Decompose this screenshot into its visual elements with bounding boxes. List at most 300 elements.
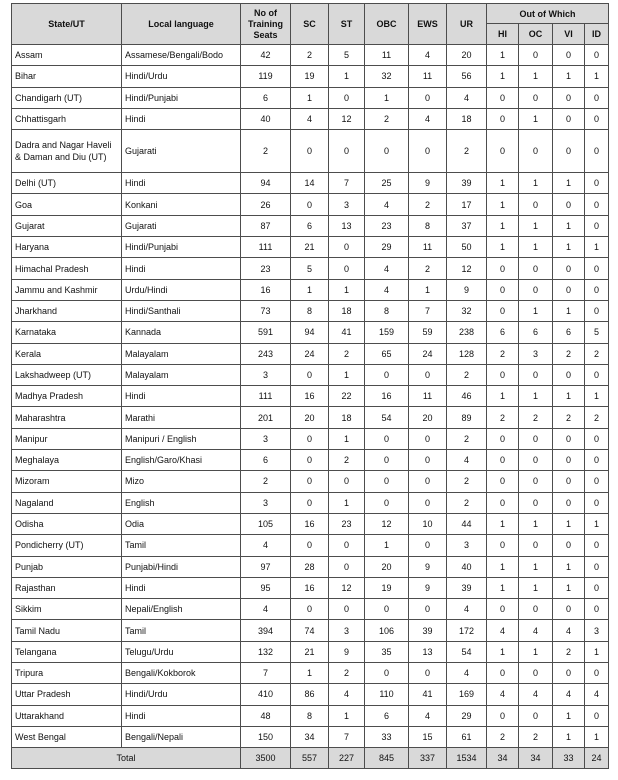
vi-cell: 0 (553, 45, 585, 66)
obc-cell: 11 (365, 45, 409, 66)
table-row (12, 684, 609, 705)
language-cell: Odia (122, 513, 241, 534)
ews-cell: 2 (409, 194, 447, 215)
sc-cell: 28 (291, 556, 329, 577)
ur-cell: 17 (447, 194, 487, 215)
hi-cell: 0 (487, 705, 519, 726)
oc-cell: 1 (519, 108, 553, 129)
id-cell: 1 (585, 726, 609, 747)
header-id: ID (585, 24, 609, 45)
language-cell: Hindi (122, 386, 241, 407)
id-cell: 0 (585, 450, 609, 471)
state-cell: Maharashtra (12, 407, 122, 428)
language-cell: Tamil (122, 620, 241, 641)
table-row (12, 535, 609, 556)
total-seats: 3500 (241, 748, 291, 769)
obc-cell: 4 (365, 279, 409, 300)
ur-cell: 20 (447, 45, 487, 66)
seats-cell: 105 (241, 513, 291, 534)
sc-cell: 0 (291, 535, 329, 556)
vi-cell: 1 (553, 237, 585, 258)
language-cell: Malayalam (122, 343, 241, 364)
id-cell: 1 (585, 66, 609, 87)
sc-cell: 19 (291, 66, 329, 87)
state-cell: Lakshadweep (UT) (12, 364, 122, 385)
st-cell: 12 (329, 577, 365, 598)
obc-cell: 0 (365, 471, 409, 492)
table-row (12, 173, 609, 194)
oc-cell: 0 (519, 492, 553, 513)
hi-cell: 1 (487, 66, 519, 87)
table-row (12, 237, 609, 258)
sc-cell: 0 (291, 364, 329, 385)
oc-cell: 1 (519, 173, 553, 194)
ews-cell: 9 (409, 556, 447, 577)
total-vi: 33 (553, 748, 585, 769)
obc-cell: 16 (365, 386, 409, 407)
st-cell: 2 (329, 663, 365, 684)
state-cell: Tripura (12, 663, 122, 684)
id-cell: 2 (585, 407, 609, 428)
table-row (12, 108, 609, 129)
seats-cell: 16 (241, 279, 291, 300)
header-oc: OC (519, 24, 553, 45)
hi-cell: 4 (487, 684, 519, 705)
ews-cell: 13 (409, 641, 447, 662)
language-cell: Punjabi/Hindi (122, 556, 241, 577)
language-cell: Konkani (122, 194, 241, 215)
sc-cell: 2 (291, 45, 329, 66)
obc-cell: 8 (365, 300, 409, 321)
hi-cell: 0 (487, 428, 519, 449)
id-cell: 2 (585, 343, 609, 364)
id-cell: 1 (585, 513, 609, 534)
hi-cell: 0 (487, 130, 519, 173)
obc-cell: 4 (365, 258, 409, 279)
header-out-of-which: Out of Which (487, 4, 609, 24)
id-cell: 0 (585, 428, 609, 449)
sc-cell: 0 (291, 194, 329, 215)
sc-cell: 0 (291, 492, 329, 513)
vi-cell: 0 (553, 130, 585, 173)
table-row (12, 577, 609, 598)
oc-cell: 2 (519, 407, 553, 428)
ews-cell: 0 (409, 87, 447, 108)
header-language: Local language (122, 4, 241, 45)
vi-cell: 4 (553, 620, 585, 641)
seats-cell: 4 (241, 535, 291, 556)
table-row (12, 471, 609, 492)
state-cell: Goa (12, 194, 122, 215)
obc-cell: 12 (365, 513, 409, 534)
total-ews: 337 (409, 748, 447, 769)
ews-cell: 59 (409, 322, 447, 343)
hi-cell: 1 (487, 513, 519, 534)
obc-cell: 0 (365, 428, 409, 449)
sc-cell: 0 (291, 599, 329, 620)
ur-cell: 2 (447, 364, 487, 385)
table-row (12, 620, 609, 641)
oc-cell: 1 (519, 215, 553, 236)
vi-cell: 1 (553, 556, 585, 577)
table-row (12, 130, 609, 173)
table-header (12, 4, 609, 45)
seats-cell: 119 (241, 66, 291, 87)
hi-cell: 1 (487, 194, 519, 215)
sc-cell: 21 (291, 237, 329, 258)
ews-cell: 0 (409, 599, 447, 620)
id-cell: 0 (585, 45, 609, 66)
header-state: State/UT (12, 4, 122, 45)
vi-cell: 0 (553, 364, 585, 385)
seats-cell: 201 (241, 407, 291, 428)
sc-cell: 16 (291, 386, 329, 407)
ur-cell: 2 (447, 471, 487, 492)
state-cell: West Bengal (12, 726, 122, 747)
oc-cell: 1 (519, 300, 553, 321)
table-row (12, 300, 609, 321)
table-row (12, 364, 609, 385)
table-row (12, 492, 609, 513)
hi-cell: 0 (487, 471, 519, 492)
sc-cell: 5 (291, 258, 329, 279)
ur-cell: 12 (447, 258, 487, 279)
vi-cell: 0 (553, 599, 585, 620)
vi-cell: 1 (553, 705, 585, 726)
ur-cell: 46 (447, 386, 487, 407)
st-cell: 1 (329, 279, 365, 300)
obc-cell: 20 (365, 556, 409, 577)
ews-cell: 39 (409, 620, 447, 641)
language-cell: Tamil (122, 535, 241, 556)
obc-cell: 0 (365, 450, 409, 471)
state-cell: Telangana (12, 641, 122, 662)
st-cell: 1 (329, 364, 365, 385)
state-cell: Bihar (12, 66, 122, 87)
seats-cell: 4 (241, 599, 291, 620)
seats-cell: 73 (241, 300, 291, 321)
hi-cell: 0 (487, 364, 519, 385)
state-cell: Odisha (12, 513, 122, 534)
vi-cell: 0 (553, 663, 585, 684)
sc-cell: 4 (291, 108, 329, 129)
language-cell: English (122, 492, 241, 513)
obc-cell: 35 (365, 641, 409, 662)
ews-cell: 11 (409, 66, 447, 87)
vi-cell: 6 (553, 322, 585, 343)
hi-cell: 1 (487, 215, 519, 236)
st-cell: 1 (329, 66, 365, 87)
hi-cell: 1 (487, 237, 519, 258)
state-cell: Rajasthan (12, 577, 122, 598)
id-cell: 0 (585, 705, 609, 726)
vi-cell: 2 (553, 641, 585, 662)
ur-cell: 61 (447, 726, 487, 747)
hi-cell: 0 (487, 663, 519, 684)
table-row (12, 641, 609, 662)
obc-cell: 4 (365, 194, 409, 215)
sc-cell: 16 (291, 577, 329, 598)
language-cell: Bengali/Kokborok (122, 663, 241, 684)
st-cell: 13 (329, 215, 365, 236)
table-row (12, 66, 609, 87)
ews-cell: 0 (409, 364, 447, 385)
sc-cell: 0 (291, 428, 329, 449)
st-cell: 0 (329, 237, 365, 258)
obc-cell: 0 (365, 663, 409, 684)
vi-cell: 4 (553, 684, 585, 705)
header-seats: No of Training Seats (241, 4, 291, 45)
language-cell: Hindi (122, 108, 241, 129)
language-cell: Marathi (122, 407, 241, 428)
language-cell: Assamese/Bengali/Bodo (122, 45, 241, 66)
ews-cell: 41 (409, 684, 447, 705)
total-oc: 34 (519, 748, 553, 769)
seats-cell: 97 (241, 556, 291, 577)
st-cell: 2 (329, 450, 365, 471)
hi-cell: 0 (487, 492, 519, 513)
seats-cell: 7 (241, 663, 291, 684)
ews-cell: 0 (409, 492, 447, 513)
seats-cell: 6 (241, 450, 291, 471)
table-row (12, 322, 609, 343)
hi-cell: 0 (487, 87, 519, 108)
oc-cell: 1 (519, 66, 553, 87)
sc-cell: 94 (291, 322, 329, 343)
st-cell: 1 (329, 428, 365, 449)
st-cell: 18 (329, 407, 365, 428)
sc-cell: 0 (291, 130, 329, 173)
hi-cell: 1 (487, 45, 519, 66)
language-cell: Manipuri / English (122, 428, 241, 449)
oc-cell: 0 (519, 194, 553, 215)
sc-cell: 1 (291, 663, 329, 684)
st-cell: 0 (329, 471, 365, 492)
table-body (12, 45, 609, 748)
ur-cell: 169 (447, 684, 487, 705)
language-cell: Gujarati (122, 130, 241, 173)
language-cell: Mizo (122, 471, 241, 492)
obc-cell: 106 (365, 620, 409, 641)
table-row (12, 45, 609, 66)
hi-cell: 1 (487, 173, 519, 194)
header-ur: UR (447, 4, 487, 45)
sc-cell: 24 (291, 343, 329, 364)
hi-cell: 1 (487, 641, 519, 662)
vi-cell: 1 (553, 300, 585, 321)
sc-cell: 14 (291, 173, 329, 194)
vi-cell: 1 (553, 386, 585, 407)
st-cell: 12 (329, 108, 365, 129)
id-cell: 3 (585, 620, 609, 641)
hi-cell: 1 (487, 386, 519, 407)
ur-cell: 32 (447, 300, 487, 321)
ur-cell: 44 (447, 513, 487, 534)
table-row (12, 705, 609, 726)
ews-cell: 0 (409, 663, 447, 684)
state-cell: Nagaland (12, 492, 122, 513)
sc-cell: 74 (291, 620, 329, 641)
id-cell: 1 (585, 386, 609, 407)
oc-cell: 1 (519, 577, 553, 598)
oc-cell: 0 (519, 428, 553, 449)
ur-cell: 39 (447, 577, 487, 598)
vi-cell: 1 (553, 577, 585, 598)
ews-cell: 0 (409, 130, 447, 173)
vi-cell: 1 (553, 513, 585, 534)
seats-cell: 95 (241, 577, 291, 598)
table-row (12, 556, 609, 577)
ur-cell: 172 (447, 620, 487, 641)
hi-cell: 0 (487, 450, 519, 471)
language-cell: Bengali/Nepali (122, 726, 241, 747)
id-cell: 0 (585, 471, 609, 492)
obc-cell: 19 (365, 577, 409, 598)
total-obc: 845 (365, 748, 409, 769)
obc-cell: 25 (365, 173, 409, 194)
vi-cell: 1 (553, 215, 585, 236)
id-cell: 0 (585, 577, 609, 598)
header-vi: VI (553, 24, 585, 45)
oc-cell: 0 (519, 364, 553, 385)
st-cell: 4 (329, 684, 365, 705)
seats-cell: 94 (241, 173, 291, 194)
language-cell: Nepali/English (122, 599, 241, 620)
oc-cell: 1 (519, 641, 553, 662)
language-cell: Hindi (122, 173, 241, 194)
id-cell: 0 (585, 535, 609, 556)
hi-cell: 0 (487, 279, 519, 300)
vi-cell: 0 (553, 450, 585, 471)
ews-cell: 4 (409, 705, 447, 726)
language-cell: Telugu/Urdu (122, 641, 241, 662)
total-ur: 1534 (447, 748, 487, 769)
ur-cell: 4 (447, 450, 487, 471)
ur-cell: 39 (447, 173, 487, 194)
sc-cell: 6 (291, 215, 329, 236)
ur-cell: 2 (447, 130, 487, 173)
language-cell: Hindi (122, 577, 241, 598)
state-cell: Kerala (12, 343, 122, 364)
seats-cell: 2 (241, 471, 291, 492)
language-cell: Gujarati (122, 215, 241, 236)
oc-cell: 4 (519, 684, 553, 705)
oc-cell: 1 (519, 556, 553, 577)
st-cell: 18 (329, 300, 365, 321)
language-cell: Hindi/Urdu (122, 684, 241, 705)
vi-cell: 0 (553, 108, 585, 129)
obc-cell: 65 (365, 343, 409, 364)
id-cell: 0 (585, 130, 609, 173)
language-cell: English/Garo/Khasi (122, 450, 241, 471)
ews-cell: 0 (409, 450, 447, 471)
ews-cell: 2 (409, 258, 447, 279)
ews-cell: 11 (409, 237, 447, 258)
seats-cell: 243 (241, 343, 291, 364)
total-sc: 557 (291, 748, 329, 769)
id-cell: 0 (585, 279, 609, 300)
oc-cell: 2 (519, 726, 553, 747)
id-cell: 0 (585, 364, 609, 385)
ur-cell: 3 (447, 535, 487, 556)
obc-cell: 33 (365, 726, 409, 747)
sc-cell: 21 (291, 641, 329, 662)
ews-cell: 9 (409, 577, 447, 598)
oc-cell: 0 (519, 279, 553, 300)
state-cell: Himachal Pradesh (12, 258, 122, 279)
obc-cell: 110 (365, 684, 409, 705)
ews-cell: 7 (409, 300, 447, 321)
st-cell: 1 (329, 492, 365, 513)
vi-cell: 0 (553, 194, 585, 215)
sc-cell: 34 (291, 726, 329, 747)
seats-cell: 150 (241, 726, 291, 747)
vi-cell: 2 (553, 343, 585, 364)
ur-cell: 56 (447, 66, 487, 87)
vi-cell: 0 (553, 492, 585, 513)
oc-cell: 1 (519, 386, 553, 407)
vi-cell: 0 (553, 87, 585, 108)
oc-cell: 0 (519, 663, 553, 684)
table-row (12, 215, 609, 236)
seats-cell: 2 (241, 130, 291, 173)
sc-cell: 1 (291, 279, 329, 300)
st-cell: 23 (329, 513, 365, 534)
seats-cell: 132 (241, 641, 291, 662)
st-cell: 0 (329, 535, 365, 556)
vi-cell: 1 (553, 726, 585, 747)
header-obc: OBC (365, 4, 409, 45)
table-row (12, 386, 609, 407)
obc-cell: 32 (365, 66, 409, 87)
vi-cell: 0 (553, 471, 585, 492)
id-cell: 0 (585, 173, 609, 194)
obc-cell: 0 (365, 130, 409, 173)
obc-cell: 23 (365, 215, 409, 236)
seats-cell: 48 (241, 705, 291, 726)
vi-cell: 1 (553, 66, 585, 87)
vi-cell: 0 (553, 428, 585, 449)
table-row (12, 428, 609, 449)
hi-cell: 6 (487, 322, 519, 343)
ur-cell: 9 (447, 279, 487, 300)
id-cell: 0 (585, 108, 609, 129)
ews-cell: 4 (409, 45, 447, 66)
language-cell: Kannada (122, 322, 241, 343)
training-seats-table (11, 3, 609, 769)
obc-cell: 6 (365, 705, 409, 726)
sc-cell: 1 (291, 87, 329, 108)
sc-cell: 86 (291, 684, 329, 705)
st-cell: 0 (329, 258, 365, 279)
st-cell: 0 (329, 556, 365, 577)
state-cell: Gujarat (12, 215, 122, 236)
table-row (12, 194, 609, 215)
language-cell: Hindi/Santhali (122, 300, 241, 321)
obc-cell: 0 (365, 599, 409, 620)
state-cell: Assam (12, 45, 122, 66)
st-cell: 0 (329, 87, 365, 108)
total-row (12, 748, 609, 769)
table-row (12, 407, 609, 428)
id-cell: 1 (585, 237, 609, 258)
state-cell: Manipur (12, 428, 122, 449)
oc-cell: 0 (519, 535, 553, 556)
hi-cell: 0 (487, 258, 519, 279)
seats-cell: 410 (241, 684, 291, 705)
id-cell: 1 (585, 641, 609, 662)
table-row (12, 258, 609, 279)
